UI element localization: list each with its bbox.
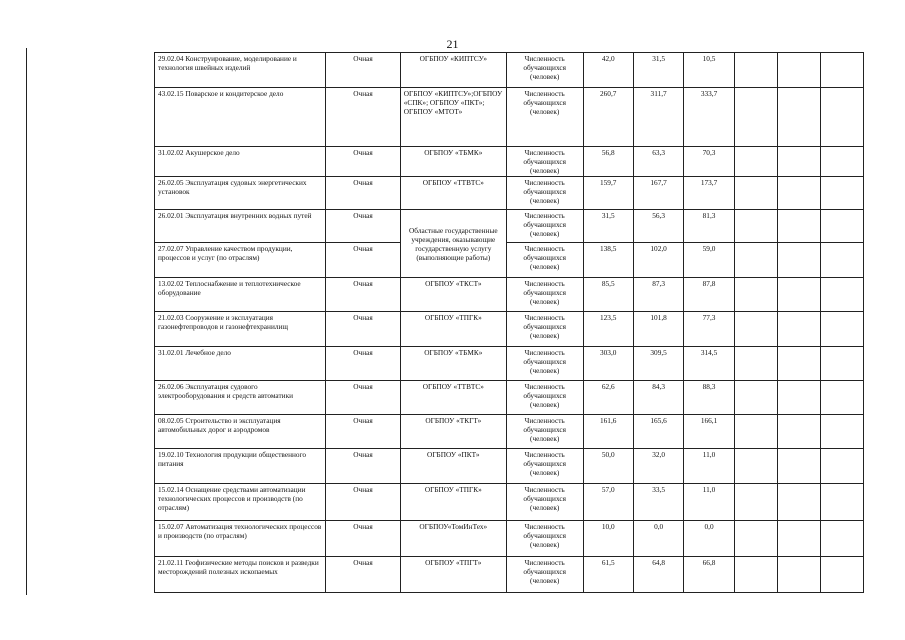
table-row [155,347,864,381]
value-year-2: 102,0 [633,243,683,278]
value-year-2: 84,3 [633,381,683,415]
empty-cell [820,177,863,210]
table-row [155,210,864,243]
page-number: 21 [446,37,459,51]
empty-cell [820,347,863,381]
value-year-3: 59,0 [684,243,734,278]
value-year-1: 161,6 [583,415,633,449]
value-year-2: 64,8 [633,557,683,593]
value-year-3: 314,5 [684,347,734,381]
empty-cell [777,521,820,557]
study-form: Очная [326,243,401,278]
indicator: Численность обучающихся (человек) [506,557,583,593]
value-year-1: 10,0 [583,521,633,557]
program-name: 21.02.03 Сооружение и эксплуатация газонефтепроводов и газонефтехранилищ [155,312,326,347]
empty-cell [734,177,777,210]
organization: ОГБПОУ «ТТВТС» [400,177,506,210]
empty-cell [734,449,777,484]
empty-cell [820,243,863,278]
empty-cell [777,278,820,312]
programs-table [154,52,864,593]
table-row [155,147,864,177]
study-form: Очная [326,53,401,88]
indicator: Численность обучающихся (человек) [506,243,583,278]
program-name: 29.02.04 Конструирование, моделирование и технология швейных изделий [155,53,326,88]
value-year-3: 166,1 [684,415,734,449]
value-year-3: 66,8 [684,557,734,593]
program-name: 27.02.07 Управление качеством продукции, процессов и услуг (по отраслям) [155,243,326,278]
empty-cell [777,484,820,521]
value-year-3: 81,3 [684,210,734,243]
study-form: Очная [326,147,401,177]
study-form: Очная [326,312,401,347]
organization: ОГБПОУ «ПКТ» [400,449,506,484]
empty-cell [820,449,863,484]
indicator: Численность обучающихся (человек) [506,177,583,210]
program-name: 15.02.07 Автоматизация технологических процессов и производств (по отраслям) [155,521,326,557]
empty-cell [777,243,820,278]
value-year-1: 85,5 [583,278,633,312]
program-name: 13.02.02 Теплоснабжение и теплотехническое оборудование [155,278,326,312]
empty-cell [777,147,820,177]
empty-cell [734,312,777,347]
value-year-1: 56,8 [583,147,633,177]
organization: ОГБПОУ «ТБМК» [400,347,506,381]
empty-cell [734,381,777,415]
program-name: 08.02.05 Строительство и эксплуатация автомобильных дорог и аэродромов [155,415,326,449]
study-form: Очная [326,449,401,484]
empty-cell [777,210,820,243]
value-year-3: 333,7 [684,88,734,147]
empty-cell [777,312,820,347]
organization: ОГБПОУ «ТПГТ» [400,557,506,593]
study-form: Очная [326,177,401,210]
program-name: 31.02.01 Лечебное дело [155,347,326,381]
empty-cell [777,53,820,88]
table-row [155,557,864,593]
organization: Областные государственные учреждения, оказывающие государственную услугу (выполняющие работы) [400,210,506,278]
table-row [155,88,864,147]
value-year-3: 70,3 [684,147,734,177]
study-form: Очная [326,521,401,557]
left-margin-rule [26,48,27,595]
program-name: 26.02.05 Эксплуатация судовых энергетических установок [155,177,326,210]
value-year-2: 33,5 [633,484,683,521]
empty-cell [820,147,863,177]
value-year-1: 303,0 [583,347,633,381]
empty-cell [820,312,863,347]
empty-cell [734,415,777,449]
empty-cell [820,484,863,521]
indicator: Численность обучающихся (человек) [506,88,583,147]
table-row [155,53,864,88]
empty-cell [734,147,777,177]
empty-cell [734,243,777,278]
value-year-3: 173,7 [684,177,734,210]
value-year-2: 311,7 [633,88,683,147]
value-year-3: 88,3 [684,381,734,415]
empty-cell [734,88,777,147]
value-year-2: 32,0 [633,449,683,484]
value-year-2: 87,3 [633,278,683,312]
table-row [155,415,864,449]
value-year-2: 167,7 [633,177,683,210]
table-row [155,243,864,278]
table-row [155,278,864,312]
value-year-3: 10,5 [684,53,734,88]
empty-cell [734,210,777,243]
value-year-1: 123,5 [583,312,633,347]
empty-cell [820,278,863,312]
value-year-2: 31,5 [633,53,683,88]
program-name: 15.02.14 Оснащение средствами автоматизации технологических процессов и производств (по отраслям) [155,484,326,521]
table-row [155,177,864,210]
organization: ОГБПОУ «КИПТСУ» [400,53,506,88]
program-name: 43.02.15 Поварское и кондитерское дело [155,88,326,147]
empty-cell [734,484,777,521]
value-year-1: 138,5 [583,243,633,278]
study-form: Очная [326,210,401,243]
empty-cell [777,88,820,147]
empty-cell [734,278,777,312]
empty-cell [820,210,863,243]
program-name: 19.02.10 Технология продукции общественного питания [155,449,326,484]
value-year-3: 77,3 [684,312,734,347]
table-row [155,312,864,347]
organization: ОГБПОУ «ТКГТ» [400,415,506,449]
indicator: Численность обучающихся (человек) [506,312,583,347]
value-year-1: 61,5 [583,557,633,593]
study-form: Очная [326,415,401,449]
table-row [155,484,864,521]
indicator: Численность обучающихся (человек) [506,210,583,243]
table-row [155,521,864,557]
empty-cell [820,88,863,147]
study-form: Очная [326,557,401,593]
empty-cell [777,449,820,484]
indicator: Численность обучающихся (человек) [506,415,583,449]
empty-cell [820,415,863,449]
empty-cell [734,521,777,557]
value-year-3: 0,0 [684,521,734,557]
empty-cell [820,381,863,415]
program-name: 26.02.06 Эксплуатация судового электрооборудования и средств автоматики [155,381,326,415]
empty-cell [734,557,777,593]
value-year-2: 0,0 [633,521,683,557]
value-year-2: 101,8 [633,312,683,347]
table-row [155,381,864,415]
value-year-2: 56,3 [633,210,683,243]
value-year-3: 11,0 [684,484,734,521]
value-year-2: 165,6 [633,415,683,449]
indicator: Численность обучающихся (человек) [506,147,583,177]
indicator: Численность обучающихся (человек) [506,521,583,557]
program-name: 21.02.11 Геофизические методы поисков и разведки месторождений полезных ископаемых [155,557,326,593]
value-year-1: 50,0 [583,449,633,484]
empty-cell [777,557,820,593]
indicator: Численность обучающихся (человек) [506,347,583,381]
empty-cell [820,521,863,557]
value-year-2: 63,3 [633,147,683,177]
value-year-1: 159,7 [583,177,633,210]
empty-cell [777,347,820,381]
value-year-1: 260,7 [583,88,633,147]
empty-cell [777,177,820,210]
value-year-1: 31,5 [583,210,633,243]
value-year-1: 62,6 [583,381,633,415]
study-form: Очная [326,484,401,521]
table-row [155,449,864,484]
empty-cell [734,347,777,381]
indicator: Численность обучающихся (человек) [506,449,583,484]
organization: ОГБПОУ«ТомИнТех» [400,521,506,557]
indicator: Численность обучающихся (человек) [506,53,583,88]
value-year-1: 42,0 [583,53,633,88]
indicator: Численность обучающихся (человек) [506,278,583,312]
value-year-3: 87,8 [684,278,734,312]
value-year-2: 309,5 [633,347,683,381]
organization: ОГБПОУ «ТПГК» [400,312,506,347]
organization: ОГБПОУ «ТКСТ» [400,278,506,312]
empty-cell [734,53,777,88]
program-name: 26.02.01 Эксплуатация внутренних водных путей [155,210,326,243]
study-form: Очная [326,381,401,415]
empty-cell [820,557,863,593]
value-year-1: 57,0 [583,484,633,521]
study-form: Очная [326,347,401,381]
organization: ОГБПОУ «ТТВТС» [400,381,506,415]
study-form: Очная [326,278,401,312]
empty-cell [777,381,820,415]
empty-cell [777,415,820,449]
organization: ОГБПОУ «ТПГК» [400,484,506,521]
program-name: 31.02.02 Акушерское дело [155,147,326,177]
indicator: Численность обучающихся (человек) [506,484,583,521]
organization: ОГБПОУ «КИПТСУ»;ОГБПОУ «СПК»; ОГБПОУ «ПКТ»; ОГБПОУ «МТОТ» [400,88,506,147]
value-year-3: 11,0 [684,449,734,484]
study-form: Очная [326,88,401,147]
indicator: Численность обучающихся (человек) [506,381,583,415]
empty-cell [820,53,863,88]
organization: ОГБПОУ «ТБМК» [400,147,506,177]
